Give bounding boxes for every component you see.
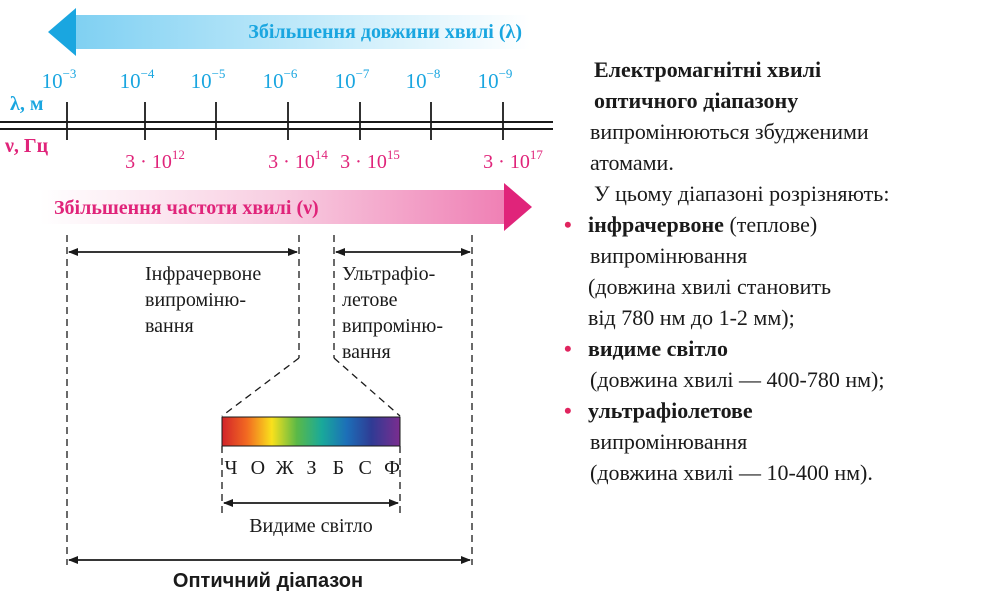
bullet-text: від 780 нм до 1-2 мм); — [588, 305, 795, 330]
frequency-increase-arrow — [40, 183, 532, 231]
ultraviolet-label-line: летове — [342, 289, 398, 311]
spectrum-letter: Б — [332, 457, 345, 479]
wavelength-tick-label: $10^{-8}$ — [405, 66, 441, 93]
ultraviolet-label-line: Ультрафіо- — [342, 263, 436, 285]
bullet-marker: • — [564, 398, 572, 423]
distinguish-line: У цьому діапазоні розрізняють: — [594, 181, 890, 206]
spectrum-axis — [0, 66, 553, 173]
title-line: оптичного діапазону — [594, 88, 799, 113]
bullet-text: (довжина хвилі — 10-400 нм). — [590, 460, 873, 485]
frequency-axis-label: ν, Гц — [5, 135, 49, 157]
bullet-text: (довжина хвилі становить — [588, 274, 832, 299]
frequency-tick-label: $3 \cdot 10^{12}$ — [125, 147, 185, 173]
bullet-marker: • — [564, 336, 572, 361]
wavelength-increase-label: Збільшення довжини хвилі (λ) — [248, 21, 522, 43]
spectrum-letter: Ч — [224, 457, 238, 479]
bullet-item-visible — [560, 333, 990, 364]
wavelength-tick-label: $10^{-7}$ — [334, 66, 370, 93]
spectrum-letter: Ж — [275, 457, 294, 479]
visible-spectrum — [222, 417, 400, 537]
infrared-label-line: випроміню- — [145, 289, 246, 311]
optical-range-label: Оптичний діапазон — [172, 570, 364, 592]
ultraviolet-label-line: випроміню- — [342, 315, 443, 337]
frequency-increase-label: Збільшення частоти хвилі (ν) — [54, 197, 319, 219]
bullet-title: інфрачервоне — [588, 212, 724, 237]
spectrum-funnel — [222, 358, 400, 416]
wavelength-tick-label: $10^{-6}$ — [262, 66, 298, 93]
ultraviolet-label-line: вання — [342, 341, 391, 363]
description-panel — [560, 54, 990, 488]
frequency-tick-label: $3 \cdot 10^{15}$ — [340, 147, 400, 173]
bullet-marker: • — [564, 212, 572, 237]
spectrum-letter: О — [250, 457, 266, 479]
bullet-text: випромінювання — [590, 243, 748, 268]
bullet-text: випромінювання — [590, 429, 748, 454]
wavelength-tick-label: $10^{-3}$ — [41, 66, 77, 93]
frequency-tick-label: $3 \cdot 10^{17}$ — [483, 147, 543, 173]
title-line: Електромагнітні хвилі — [594, 57, 822, 82]
spectrum-bar — [222, 417, 400, 446]
frequency-tick-label: $3 \cdot 10^{14}$ — [268, 147, 328, 173]
visible-light-label: Видиме світло — [249, 515, 373, 537]
spectrum-letters — [225, 457, 400, 479]
bullet-item-infrared — [560, 209, 990, 240]
wavelength-tick-label: $10^{-4}$ — [119, 66, 155, 93]
bullet-title: ультрафіолетове — [588, 398, 753, 423]
frequency-ticks — [125, 147, 543, 173]
wavelength-axis-label: λ, м — [10, 93, 44, 115]
wavelength-increase-arrow — [48, 8, 530, 56]
spectrum-letter: Ф — [384, 457, 400, 479]
bullet-title: видиме світло — [588, 336, 728, 361]
optical-range — [69, 560, 470, 592]
wavelength-tick-label: $10^{-5}$ — [190, 66, 226, 93]
wavelength-tick-label: $10^{-9}$ — [477, 66, 513, 93]
infrared-label-line: Інфрачервоне — [145, 263, 262, 285]
intro-line: атомами. — [590, 150, 674, 175]
spectrum-letter: З — [306, 457, 317, 479]
bullet-title-rest: (теплове) — [723, 212, 818, 237]
bullet-text: (довжина хвилі — 400-780 нм); — [590, 367, 885, 392]
intro-line: випромінюються збудженими — [590, 119, 869, 144]
spectrum-letter: С — [358, 457, 372, 479]
bullet-item-ultraviolet — [560, 395, 990, 426]
infrared-label-line: вання — [145, 315, 194, 337]
